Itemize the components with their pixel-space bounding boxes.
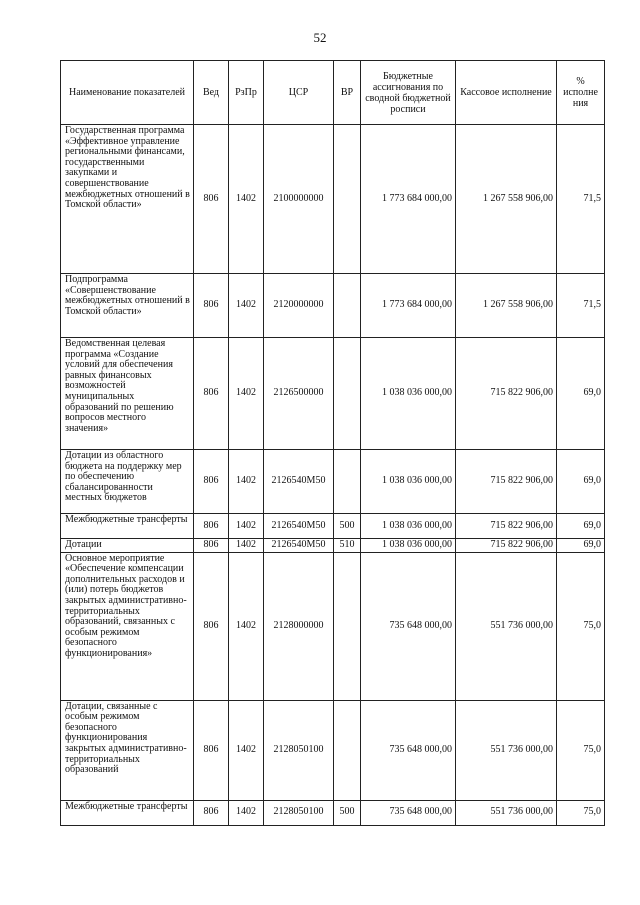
row-pct: 69,0 — [557, 450, 605, 514]
table-row — [61, 514, 605, 539]
row-ved: 806 — [194, 700, 229, 800]
row-cash: 551 736 000,00 — [456, 552, 557, 700]
row-budget: 1 773 684 000,00 — [361, 125, 456, 274]
header-ved: Вед — [194, 61, 229, 125]
row-ved: 806 — [194, 800, 229, 825]
row-vr: 500 — [334, 800, 361, 825]
row-pct: 75,0 — [557, 552, 605, 700]
row-pct: 71,5 — [557, 125, 605, 274]
row-name: Дотации, связанные с особым режимом безопасного функционирования закрытых административно-территориальных образований — [61, 700, 194, 800]
row-csr: 2126540M50 — [264, 539, 334, 553]
row-cash: 1 267 558 906,00 — [456, 274, 557, 338]
row-rzpr: 1402 — [229, 700, 264, 800]
header-budget-allocations: Бюджетные ассигнования по сводной бюджетной росписи — [361, 61, 456, 125]
row-budget: 735 648 000,00 — [361, 700, 456, 800]
header-cash-execution: Кассовое исполнение — [456, 61, 557, 125]
row-cash: 715 822 906,00 — [456, 539, 557, 553]
page-number: 52 — [313, 30, 327, 45]
row-rzpr: 1402 — [229, 514, 264, 539]
row-ved: 806 — [194, 450, 229, 514]
row-pct: 69,0 — [557, 514, 605, 539]
table-row — [61, 125, 605, 274]
row-pct: 69,0 — [557, 539, 605, 553]
row-cash: 715 822 906,00 — [456, 450, 557, 514]
row-vr: 500 — [334, 514, 361, 539]
row-name: Основное мероприятие «Обеспечение компенсации дополнительных расходов и (или) потерь бюджетов закрытых административно-территориальных образований, связанных с особым режимом безопасного функционирования» — [61, 552, 194, 700]
row-vr — [334, 125, 361, 274]
row-csr: 2100000000 — [264, 125, 334, 274]
header-execution-percent: % исполне ния — [557, 61, 605, 125]
table-row — [61, 274, 605, 338]
row-name: Межбюджетные трансферты — [61, 800, 194, 825]
row-ved: 806 — [194, 514, 229, 539]
row-pct: 71,5 — [557, 274, 605, 338]
header-csr: ЦСР — [264, 61, 334, 125]
row-csr: 2126500000 — [264, 338, 334, 450]
row-pct: 75,0 — [557, 800, 605, 825]
row-budget: 1 038 036 000,00 — [361, 338, 456, 450]
header-name: Наименование показателей — [61, 61, 194, 125]
row-rzpr: 1402 — [229, 274, 264, 338]
row-name: Государственная программа «Эффективное управление региональными финансами, государственными закупками и совершенствование межбюджетных отношений в Томской области» — [61, 125, 194, 274]
row-vr — [334, 338, 361, 450]
row-csr: 2128000000 — [264, 552, 334, 700]
row-ved: 806 — [194, 125, 229, 274]
row-budget: 735 648 000,00 — [361, 552, 456, 700]
table-row — [61, 552, 605, 700]
row-ved: 806 — [194, 274, 229, 338]
row-vr — [334, 274, 361, 338]
row-name: Межбюджетные трансферты — [61, 514, 194, 539]
row-rzpr: 1402 — [229, 338, 264, 450]
row-budget: 1 038 036 000,00 — [361, 514, 456, 539]
row-cash: 551 736 000,00 — [456, 700, 557, 800]
row-ved: 806 — [194, 552, 229, 700]
row-name: Подпрограмма «Совершенствование межбюджетных отношений в Томской области» — [61, 274, 194, 338]
row-vr — [334, 450, 361, 514]
budget-execution-table — [60, 60, 605, 826]
row-rzpr: 1402 — [229, 539, 264, 553]
table-row — [61, 450, 605, 514]
row-pct: 69,0 — [557, 338, 605, 450]
row-csr: 2128050100 — [264, 800, 334, 825]
row-csr: 2126540M50 — [264, 450, 334, 514]
row-vr — [334, 700, 361, 800]
row-rzpr: 1402 — [229, 125, 264, 274]
table-row — [61, 539, 605, 553]
row-cash: 551 736 000,00 — [456, 800, 557, 825]
row-rzpr: 1402 — [229, 552, 264, 700]
table-row — [61, 700, 605, 800]
row-rzpr: 1402 — [229, 450, 264, 514]
row-cash: 1 267 558 906,00 — [456, 125, 557, 274]
row-ved: 806 — [194, 338, 229, 450]
table-row — [61, 800, 605, 825]
row-vr: 510 — [334, 539, 361, 553]
row-cash: 715 822 906,00 — [456, 514, 557, 539]
header-rzpr: РзПр — [229, 61, 264, 125]
row-csr: 2128050100 — [264, 700, 334, 800]
row-budget: 735 648 000,00 — [361, 800, 456, 825]
table-row — [61, 338, 605, 450]
table-header-row — [61, 61, 605, 125]
row-ved: 806 — [194, 539, 229, 553]
row-budget: 1 038 036 000,00 — [361, 539, 456, 553]
row-cash: 715 822 906,00 — [456, 338, 557, 450]
row-name: Дотации — [61, 539, 194, 553]
row-csr: 2126540M50 — [264, 514, 334, 539]
row-vr — [334, 552, 361, 700]
header-vr: ВР — [334, 61, 361, 125]
row-name: Дотации из областного бюджета на поддержку мер по обеспечению сбалансированности местных бюджетов — [61, 450, 194, 514]
row-pct: 75,0 — [557, 700, 605, 800]
row-budget: 1 773 684 000,00 — [361, 274, 456, 338]
row-budget: 1 038 036 000,00 — [361, 450, 456, 514]
row-rzpr: 1402 — [229, 800, 264, 825]
row-csr: 2120000000 — [264, 274, 334, 338]
row-name: Ведомственная целевая программа «Создание условий для обеспечения равных финансовых возможностей муниципальных образований по решению вопросов местного значения» — [61, 338, 194, 450]
